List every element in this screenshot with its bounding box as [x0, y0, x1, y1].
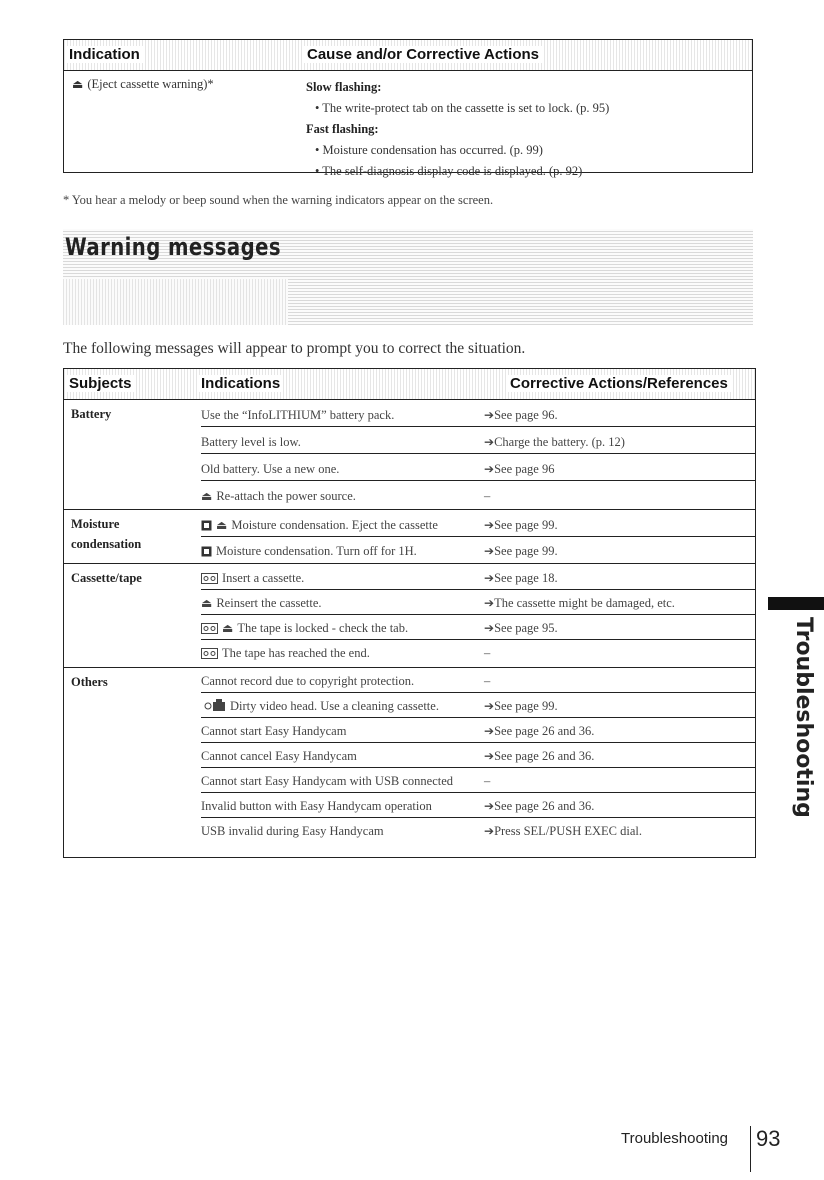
section-title: Warning messages: [65, 233, 281, 261]
footer-section-name: Troubleshooting: [621, 1130, 729, 1147]
table-row: USB invalid during Easy Handycam ➔Press SEL/PUSH EXEC dial.: [201, 824, 642, 838]
group-battery: [64, 399, 755, 510]
arrow-icon: ➔: [484, 699, 495, 713]
table-row: ⏏ The tape is locked - check the tab. ➔See page 95.: [201, 617, 755, 640]
table-header: [64, 369, 755, 400]
moisture-icon: [201, 546, 212, 557]
header-cause: Cause and/or Corrective Actions: [304, 46, 542, 63]
arrow-icon: ➔: [484, 435, 495, 449]
table-row: Moisture condensation. Turn off for 1H. ➔See page 99.: [201, 540, 755, 562]
table-row: ⏏ Reinsert the cassette. ➔The cassette might be damaged, etc.: [201, 592, 755, 615]
table-row: ⏏ Re-attach the power source. –: [201, 485, 755, 507]
subject-label: Cassette/tape: [71, 571, 142, 585]
arrow-icon: ➔: [484, 462, 495, 476]
arrow-icon: ➔: [484, 824, 495, 838]
arrow-icon: ➔: [484, 571, 495, 585]
group-others: [64, 667, 755, 857]
page-number: 93: [756, 1126, 781, 1151]
warning-table: [63, 368, 756, 858]
arrow-icon: ➔: [484, 596, 495, 610]
eject-icon: ⏏: [72, 77, 84, 91]
table-row: Cannot start Easy Handycam with USB connected –: [201, 770, 755, 793]
indicator-table: [63, 39, 753, 178]
side-tab: [761, 617, 821, 818]
table-header: [64, 40, 752, 71]
cassette-icon: [201, 573, 218, 584]
header-indications: Indications: [198, 375, 283, 392]
arrow-icon: ➔: [484, 544, 495, 558]
table-row: ⏏ Moisture condensation. Eject the cassette ➔See page 99.: [201, 514, 755, 537]
subject-label: Battery: [71, 407, 112, 421]
fast-flashing-label: Fast flashing:: [306, 122, 379, 136]
table-row: Cannot start Easy Handycam ➔See page 26 and 36.: [201, 720, 755, 743]
indication-cell: [72, 77, 214, 92]
eject-icon: ⏏: [201, 596, 213, 610]
arrow-icon: ➔: [484, 724, 495, 738]
side-tab-bar: [768, 597, 824, 610]
cassette-icon: [201, 623, 218, 634]
arrow-icon: ➔: [484, 518, 495, 532]
eject-icon: ⏏: [216, 518, 228, 532]
table-row: Use the “InfoLITHIUM” battery pack. ➔See page 96.: [201, 404, 755, 427]
header-indication: Indication: [66, 46, 143, 63]
moisture-icon: [201, 520, 212, 531]
table-row: Cannot record due to copyright protection. –: [201, 670, 755, 693]
table-row: Old battery. Use a new one. ➔See page 96: [201, 458, 755, 481]
arrow-icon: ➔: [484, 408, 495, 422]
banner-pattern: [63, 279, 288, 325]
table-row: Battery level is low. ➔Charge the battery. (p. 12): [201, 431, 755, 454]
arrow-icon: ➔: [484, 749, 495, 763]
arrow-icon: ➔: [484, 621, 495, 635]
footer-divider: [750, 1126, 751, 1172]
side-tab-label: Troubleshooting: [791, 617, 816, 818]
list-item: • The self-diagnosis display code is displayed. (p. 92): [315, 164, 583, 178]
intro-text: The following messages will appear to prompt you to correct the situation.: [63, 340, 526, 357]
eject-icon: ⏏: [222, 621, 234, 635]
header-subjects: Subjects: [66, 375, 135, 392]
footnote: * You hear a melody or beep sound when the warning indicators appear on the screen.: [63, 193, 494, 207]
list-item: • Moisture condensation has occurred. (p. 99): [315, 143, 543, 157]
subject-label: Others: [71, 675, 108, 689]
cassette-icon: [201, 648, 218, 659]
group-moisture: [64, 509, 755, 564]
slow-flashing-label: Slow flashing:: [306, 80, 382, 94]
subject-label: Moisture condensation: [71, 517, 142, 551]
group-cassette: [64, 563, 755, 668]
section-banner: [63, 229, 753, 325]
table-row: Cannot cancel Easy Handycam ➔See page 26 and 36.: [201, 745, 755, 768]
eject-icon: ⏏: [201, 489, 213, 503]
table-row: Insert a cassette. ➔See page 18.: [201, 567, 755, 590]
table-row: The tape has reached the end. –: [201, 642, 755, 664]
dirty-head-icon: [204, 698, 226, 712]
arrow-icon: ➔: [484, 799, 495, 813]
header-actions: Corrective Actions/References: [507, 375, 731, 392]
table-row: Dirty video head. Use a cleaning cassette. ➔See page 99.: [201, 695, 755, 718]
cause-cell: [306, 77, 609, 182]
indication-text: (Eject cassette warning)*: [87, 77, 214, 91]
list-item: • The write-protect tab on the cassette is set to lock. (p. 95): [315, 101, 610, 115]
table-row: Invalid button with Easy Handycam operation ➔See page 26 and 36.: [201, 795, 755, 818]
